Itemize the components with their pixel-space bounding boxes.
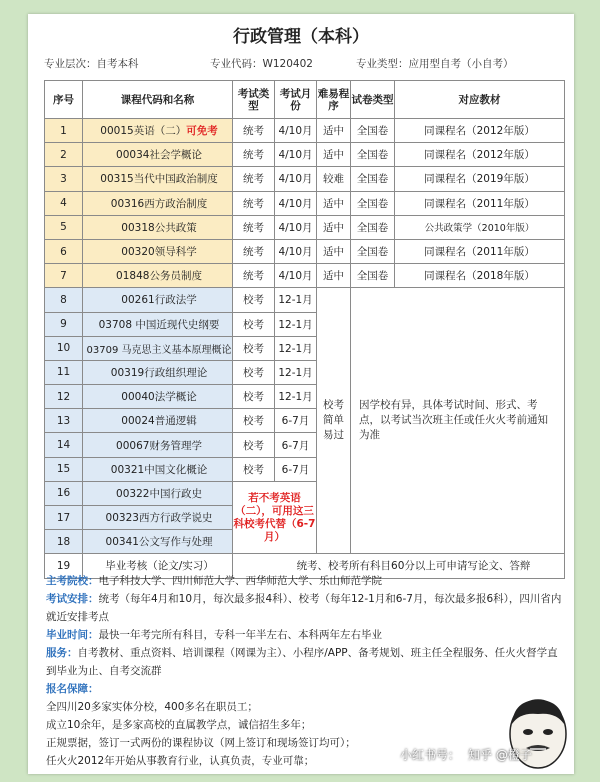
row-textbook: 同课程名（2012年版） xyxy=(395,119,565,143)
course-table xyxy=(44,80,565,579)
row-difficulty: 适中 xyxy=(317,264,351,288)
row-month: 12-1月 xyxy=(275,360,317,384)
exempt-tag: 可免考 xyxy=(186,125,218,138)
row-paper: 全国卷 xyxy=(351,264,395,288)
header-textbook: 对应教材 xyxy=(395,81,565,119)
table-row xyxy=(45,191,565,215)
page-title: 行政管理（本科） xyxy=(233,27,369,47)
row-type: 统考 xyxy=(233,215,275,239)
row-seq: 10 xyxy=(45,336,83,360)
row-course: 00320领导科学 xyxy=(83,239,233,263)
row-textbook: 同课程名（2018年版） xyxy=(395,264,565,288)
row-seq: 6 xyxy=(45,239,83,263)
row-type: 统考 xyxy=(233,167,275,191)
row-month: 4/10月 xyxy=(275,239,317,263)
info-schedule: 考试安排：统考（每年4月和10月，每次最多报4科）、校考（每年12-1月和6-7月，每次最多报6科），四川省内就近安排考点 xyxy=(46,593,562,623)
major-code: 专业代码：W120402 xyxy=(210,58,313,70)
document-page xyxy=(28,14,574,774)
header-course: 课程代码和名称 xyxy=(83,81,233,119)
row-difficulty: 适中 xyxy=(317,143,351,167)
info-service: 服务：自考教材、重点资料、培训课程（网课为主）、小程序/APP、备考规划、班主任全程服务、任火火督学直到毕业为止、自考交流群 xyxy=(46,647,558,677)
row-seq: 8 xyxy=(45,288,83,312)
row-textbook: 同课程名（2011年版） xyxy=(395,191,565,215)
row-textbook: 同课程名（2011年版） xyxy=(395,239,565,263)
row-type: 统考 xyxy=(233,191,275,215)
row-month: 12-1月 xyxy=(275,385,317,409)
row-seq: 1 xyxy=(45,119,83,143)
table-row xyxy=(45,288,565,312)
info-graduation-time: 毕业时间：最快一年考完所有科目，专科一年半左右、本科两年左右毕业 xyxy=(46,629,382,641)
row-difficulty: 较难 xyxy=(317,167,351,191)
row-seq: 4 xyxy=(45,191,83,215)
row-course: 01848公务员制度 xyxy=(83,264,233,288)
row-course: 00015英语（二）可免考 xyxy=(83,119,233,143)
row-course: 00323西方行政学说史 xyxy=(83,506,233,530)
row-month: 6-7月 xyxy=(275,409,317,433)
row-seq: 14 xyxy=(45,433,83,457)
row-course: 00318公共政策 xyxy=(83,215,233,239)
row-course: 00034社会学概论 xyxy=(83,143,233,167)
watermark: 小红书号： 知乎 @橙子 xyxy=(400,748,532,762)
header-difficulty: 难易程序 xyxy=(317,81,351,119)
row-type: 校考 xyxy=(233,433,275,457)
header-exam-type: 考试类型 xyxy=(233,81,275,119)
row-course: 03709 马克思主义基本原理概论 xyxy=(83,336,233,360)
major-level: 专业层次：自考本科 xyxy=(44,58,139,70)
row-month: 4/10月 xyxy=(275,191,317,215)
graduation-name: 毕业考核（论文/实习） xyxy=(83,554,233,578)
row-month: 4/10月 xyxy=(275,167,317,191)
row-course: 00316西方政治制度 xyxy=(83,191,233,215)
row-paper: 全国卷 xyxy=(351,143,395,167)
row-type: 统考 xyxy=(233,119,275,143)
row-paper: 全国卷 xyxy=(351,119,395,143)
table-row xyxy=(45,119,565,143)
row-course: 00315当代中国政治制度 xyxy=(83,167,233,191)
row-seq: 2 xyxy=(45,143,83,167)
row-seq: 18 xyxy=(45,530,83,554)
major-info xyxy=(44,56,564,74)
row-month: 6-7月 xyxy=(275,457,317,481)
info-guarantee-1: 全四川20多家实体分校，400多名在职员工； xyxy=(46,701,258,713)
row-type: 统考 xyxy=(233,264,275,288)
row-month: 4/10月 xyxy=(275,143,317,167)
row-seq: 3 xyxy=(45,167,83,191)
row-month: 4/10月 xyxy=(275,215,317,239)
row-paper: 全国卷 xyxy=(351,239,395,263)
info-guarantee-label: 报名保障： xyxy=(46,683,99,695)
row-seq: 12 xyxy=(45,385,83,409)
row-difficulty: 适中 xyxy=(317,215,351,239)
row-seq: 7 xyxy=(45,264,83,288)
row-type: 统考 xyxy=(233,143,275,167)
row-month: 6-7月 xyxy=(275,433,317,457)
row-type: 校考 xyxy=(233,360,275,384)
row-month: 4/10月 xyxy=(275,119,317,143)
row-textbook: 同课程名（2019年版） xyxy=(395,167,565,191)
table-row xyxy=(45,143,565,167)
row-seq: 9 xyxy=(45,312,83,336)
row-course: 00040法学概论 xyxy=(83,385,233,409)
info-guarantee-3: 正规票据，签订一式两份的课程协议（网上签订和现场签订均可）； xyxy=(46,737,356,749)
row-type: 校考 xyxy=(233,312,275,336)
info-schools: 主考院校：电子科技大学、四川师范大学、西华师范大学、乐山师范学院 xyxy=(46,575,382,587)
row-type: 统考 xyxy=(233,239,275,263)
header-exam-month: 考试月份 xyxy=(275,81,317,119)
row-course: 00321中国文化概论 xyxy=(83,457,233,481)
row-difficulty: 适中 xyxy=(317,239,351,263)
row-difficulty: 适中 xyxy=(317,191,351,215)
info-guarantee-4: 任火火2012年开始从事教育行业，认真负责，专业可靠； xyxy=(46,755,315,767)
row-seq: 19 xyxy=(45,554,83,578)
row-seq: 13 xyxy=(45,409,83,433)
row-course: 00067财务管理学 xyxy=(83,433,233,457)
info-guarantee-2: 成立10余年，是多家高校的直属教学点，诚信招生多年； xyxy=(46,719,312,731)
row-seq: 16 xyxy=(45,481,83,505)
school-difficulty: 校考简单易过 xyxy=(317,288,351,554)
row-month: 12-1月 xyxy=(275,288,317,312)
table-header xyxy=(45,81,565,119)
school-remark: 因学校有异，具体考试时间、形式、考点，以考试当次班主任或任火火考前通知为准 xyxy=(351,288,565,554)
row-seq: 5 xyxy=(45,215,83,239)
row-paper: 全国卷 xyxy=(351,215,395,239)
graduation-note: 统考、校考所有科目60分以上可申请写论文、答辩 xyxy=(233,554,565,578)
table-row xyxy=(45,215,565,239)
row-textbook: 同课程名（2012年版） xyxy=(395,143,565,167)
row-seq: 11 xyxy=(45,360,83,384)
row-type: 校考 xyxy=(233,457,275,481)
row-month: 4/10月 xyxy=(275,264,317,288)
row-type: 校考 xyxy=(233,385,275,409)
substitute-note: 若不考英语（二），可用这三科校考代替（6-7月） xyxy=(233,481,317,554)
row-type: 校考 xyxy=(233,336,275,360)
info-section xyxy=(46,572,566,770)
row-difficulty: 适中 xyxy=(317,119,351,143)
row-paper: 全国卷 xyxy=(351,191,395,215)
table-row xyxy=(45,264,565,288)
table-row xyxy=(45,239,565,263)
row-course: 03708 中国近现代史纲要 xyxy=(83,312,233,336)
row-course: 00341公文写作与处理 xyxy=(83,530,233,554)
major-type: 专业类型：应用型自考（小自考） xyxy=(356,58,514,70)
row-course: 00322中国行政史 xyxy=(83,481,233,505)
row-course: 00319行政组织理论 xyxy=(83,360,233,384)
row-course: 00024普通逻辑 xyxy=(83,409,233,433)
table-row xyxy=(45,167,565,191)
row-course: 00261行政法学 xyxy=(83,288,233,312)
row-type: 校考 xyxy=(233,409,275,433)
row-seq: 17 xyxy=(45,506,83,530)
row-seq: 15 xyxy=(45,457,83,481)
header-paper-type: 试卷类型 xyxy=(351,81,395,119)
header-seq: 序号 xyxy=(45,81,83,119)
row-paper: 全国卷 xyxy=(351,167,395,191)
row-textbook: 公共政策学（2010年版） xyxy=(395,215,565,239)
row-month: 12-1月 xyxy=(275,312,317,336)
row-type: 校考 xyxy=(233,288,275,312)
row-month: 12-1月 xyxy=(275,336,317,360)
